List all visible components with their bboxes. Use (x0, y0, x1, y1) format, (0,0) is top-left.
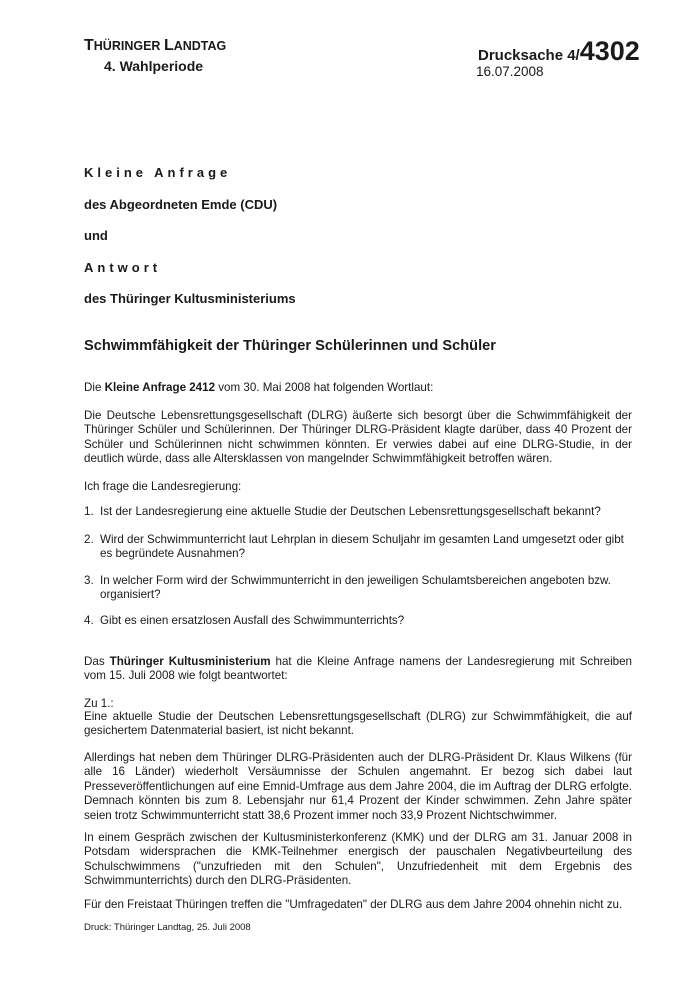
answer-paragraph: Für den Freistaat Thüringen treffen die "Umfragedaten" der DLRG aus dem Jahre 2004 ohnehin nicht zu. (84, 898, 623, 911)
question-number: 3. (84, 574, 94, 587)
page-title: Schwimmfähigkeit der Thüringer Schülerinnen und Schüler (84, 338, 496, 354)
answer-1-text: Eine aktuelle Studie der Deutschen Lebensrettungsgesellschaft (DLRG) zur Schwimmfähigkeit, die auf gesichertem Datenmaterial basiert, ist nicht bekannt. (84, 710, 632, 738)
answer-intro-after: hat die Kleine Anfrage namens der Landesregierung mit Schreiben vom 15. Juli 2008 wie folgt beantwortet: (84, 655, 632, 683)
landtag-initial-l: L (163, 37, 174, 54)
question-item (84, 505, 632, 519)
answer-paragraph: In einem Gespräch zwischen der Kultusministerkonferenz (KMK) und der DLRG am 31. Januar 2008 in Potsdam widersprachen die KMK-Teilnehmer energisch der pauschalen Negativbeurteilung des Schulschwimmens ("unzufrieden mit den Schulen", Unzufriedenheit mit dem Ergebnis des Schwimmunterrichts) durch den DLRG-Präsidenten. (84, 831, 632, 888)
answer-paragraph: Allerdings hat neben dem Thüringer DLRG-Präsidenten auch der DLRG-Präsident Dr. Klaus Wilkens (für alle 16 Länder) wiederholt Versäumnisse der Schulen angemahnt. Er bezog sich dabei laut Presseveröffentlichungen auf eine Emnid-Umfrage aus dem Jahre 2004, die im Auftrag der DLRG erfolgte. Demnach könnten bis zum 8. Lebensjahr nur 61,4 Prozent der Kinder schwimmen. Zehn Jahre später seien trotz Schwimmunterricht statt 38,6 Prozent immer noch 33,9 Prozent Nichtschwimmer. (84, 751, 632, 822)
question-number: 2. (84, 533, 94, 546)
question-item (84, 533, 632, 562)
answer-intro-before: Das (84, 655, 110, 668)
landtag-initial-t: T (84, 37, 94, 54)
landtag-word-1: HÜRINGER (93, 39, 164, 53)
abgeordneter-line: des Abgeordneten Emde (CDU) (84, 197, 278, 212)
wahlperiode: 4. Wahlperiode (104, 58, 204, 74)
question-intro-after: vom 30. Mai 2008 hat folgenden Wortlaut: (215, 381, 434, 394)
answer-intro (84, 655, 632, 684)
question-intro-bold: Kleine Anfrage 2412 (104, 381, 216, 394)
answer-intro-bold: Thüringer Kultusministerium (109, 655, 271, 668)
question-text: Wird der Schwimmunterricht laut Lehrplan in diesem Schuljahr im gesamten Land umgesetzt oder gibt es begründete Ausnahmen? (100, 533, 624, 561)
preamble-paragraph: Die Deutsche Lebensrettungsgesellschaft (DLRG) äußerte sich besorgt über die Schwimmfähigkeit der Thüringer Schüler und Schülerinnen. Der Thüringer DLRG-Präsident klagte darüber, dass 40 Prozent der Schüler und Schülerinnen nicht schwimmen könnten. Er verwies dabei auf eine DLRG-Studie, in der deutlich würde, dass alle Altersklassen von mangelnder Schwimmfähigkeit betroffen wären. (84, 409, 632, 466)
question-item (84, 614, 632, 628)
question-intro (84, 381, 632, 395)
kleine-anfrage-heading: Kleine Anfrage (84, 165, 232, 180)
ask-line: Ich frage die Landesregierung: (84, 480, 242, 493)
question-text: Ist der Landesregierung eine aktuelle Studie der Deutschen Lebensrettungsgesellschaft bekannt? (100, 505, 601, 518)
drucksache-label: Drucksache 4/ (478, 47, 580, 64)
landtag-name (84, 38, 226, 54)
question-number: 4. (84, 614, 94, 627)
ministerium-line: des Thüringer Kultusministeriums (84, 291, 296, 306)
print-footer: Druck: Thüringer Landtag, 25. Juli 2008 (84, 922, 251, 933)
landtag-word-2: ANDTAG (173, 39, 227, 53)
drucksache-number: 4302 (579, 36, 640, 66)
question-item (84, 574, 632, 603)
question-intro-before: Die (84, 381, 105, 394)
und-line: und (84, 228, 108, 243)
document-date: 16.07.2008 (476, 64, 544, 79)
antwort-heading: Antwort (84, 260, 162, 275)
question-text: In welcher Form wird der Schwimmunterricht in den jeweiligen Schulamtsbereichen angeboten bzw. organisiert? (100, 574, 612, 602)
answer-1-label: Zu 1.: (84, 697, 114, 710)
drucksache (478, 36, 640, 67)
question-number: 1. (84, 505, 94, 518)
question-text: Gibt es einen ersatzlosen Ausfall des Schwimmunterrichts? (100, 614, 405, 627)
